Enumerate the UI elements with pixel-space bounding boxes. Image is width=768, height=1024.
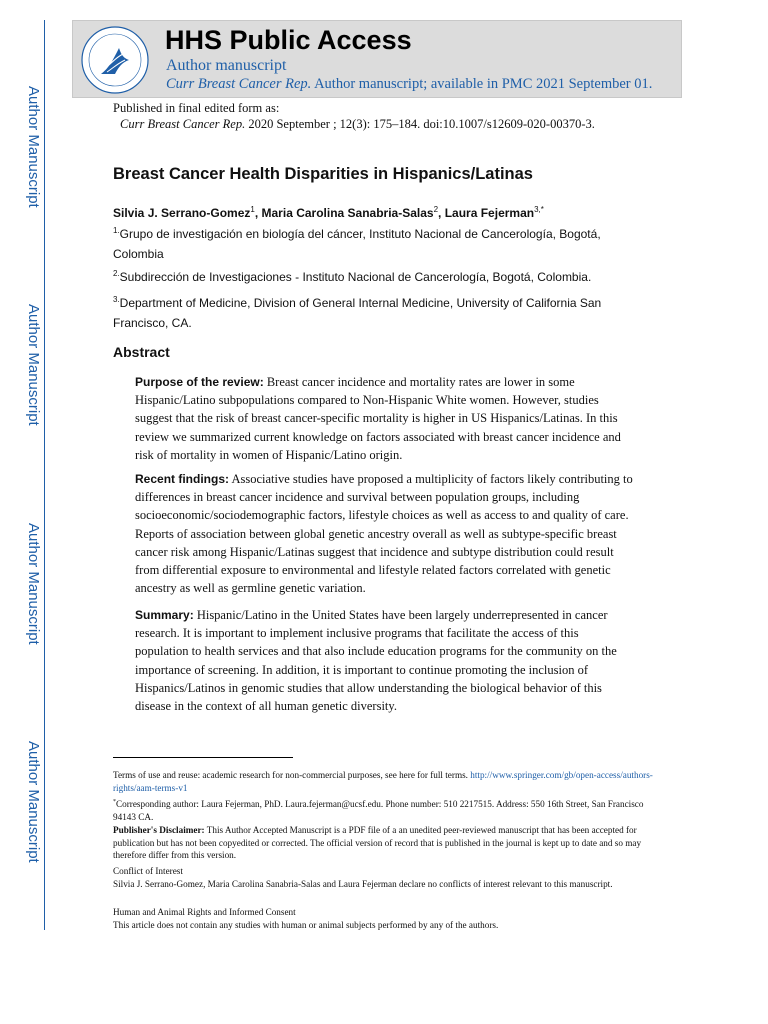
affiliation [113, 221, 633, 264]
author-affil-sup: 3,* [534, 205, 544, 214]
side-label-author-manuscript: Author Manuscript [25, 741, 42, 863]
affiliation-text: Department of Medicine, Division of General Internal Medicine, University of California San Francisco, CA. [113, 296, 602, 330]
har-title: Human and Animal Rights and Informed Consent [113, 907, 296, 917]
abstract-findings [135, 470, 635, 597]
margin-rule [44, 20, 45, 930]
terms-footnote [113, 769, 658, 794]
citation-journal: Curr Breast Cancer Rep. [120, 117, 246, 131]
disclaimer-label: Publisher's Disclaimer: [113, 825, 205, 835]
coi-text: Silvia J. Serrano-Gomez, Maria Carolina Sanabria-Salas and Laura Fejerman declare no conflicts of interest relevant to this manuscript. [113, 879, 613, 889]
published-label: Published in final edited form as: [113, 101, 280, 115]
availability-text: Author manuscript; available in PMC 2021 September 01. [311, 76, 653, 92]
affiliation-text: Subdirección de Investigaciones - Instituto Nacional de Cancerología, Bogotá, Colombia. [119, 270, 592, 284]
section-text: Associative studies have proposed a multiplicity of factors likely contributing to differences in breast cancer incidence and survival between population groups, including socioeconomic/sociodemographic factors, lifestyle choices as well as access to and quality of care. Reports of association between global genetic ancestry overall as well as subtype-specific breast cancer risk among Hispanic/Latinas suggest that incidence and subtype distribution could result from differential exposure to environmental and lifestyle related factors correlated with genetic ancestry as well as germline genetic variation. [135, 472, 633, 596]
citation-details: 2020 September ; 12(3): 175–184. doi:10.1007/s12609-020-00370-3. [245, 117, 595, 131]
abstract-heading: Abstract [113, 344, 170, 360]
corresponding-text: Corresponding author: Laura Fejerman, PhD. Laura.fejerman@ucsf.edu. Phone number: 510 2217515. Address: 550 16th Street, San Francisco 94143 CA. [113, 799, 644, 822]
author-separator: , [254, 206, 262, 220]
affiliation-number: 1. [113, 226, 120, 235]
hhs-header [72, 20, 682, 98]
header-subtitle: Author manuscript [166, 57, 287, 74]
author-list [113, 205, 544, 220]
author-affil-sup: 1 [250, 205, 255, 214]
section-text: Hispanic/Latino in the United States have been largely underrepresented in cancer research. It is important to implement inclusive programs that facilitate the access of this population to health services and that also include education programs for the community on the importance of screening. In addition, it is important to continue promoting the inclusion of Hispanics/Latinos in genomic studies that allow understanding the biological behavior of this disease in the context of all human genetic diversity. [135, 608, 617, 714]
article-title: Breast Cancer Health Disparities in Hispanics/Latinas [113, 165, 533, 183]
abstract-summary [135, 606, 635, 715]
availability-line [166, 76, 652, 93]
section-label: Recent findings: [135, 472, 230, 486]
affiliation [113, 264, 633, 287]
page-title: HHS Public Access [165, 25, 412, 55]
author-name: Silvia J. Serrano-Gomez [113, 206, 251, 220]
side-label-author-manuscript: Author Manuscript [25, 86, 42, 208]
author-affil-sup: 2 [433, 205, 439, 214]
affiliation-text: Grupo de investigación en biología del cáncer, Instituto Nacional de Cancerología, Bogotá, Colombia [113, 227, 601, 261]
terms-link[interactable]: http://www.springer.com/gb/open-access/authors-rights/aam-terms-v1 [113, 770, 653, 793]
publication-citation [120, 117, 595, 132]
author-separator: , [438, 206, 445, 220]
disclaimer-footnote [113, 824, 658, 862]
section-label: Purpose of the review: [135, 375, 264, 389]
journal-name: Curr Breast Cancer Rep. [166, 76, 312, 92]
affiliation [113, 290, 633, 333]
terms-text: Terms of use and reuse: academic research for non-commercial purposes, see here for full terms. [113, 770, 471, 780]
side-label-author-manuscript: Author Manuscript [25, 523, 42, 645]
coi-title: Conflict of Interest [113, 866, 183, 876]
author-name: Maria Carolina Sanabria-Salas [261, 206, 434, 220]
side-label-author-manuscript: Author Manuscript [25, 304, 42, 426]
hhs-seal-icon [79, 24, 151, 96]
footnote-divider [113, 757, 293, 758]
section-text: Breast cancer incidence and mortality rates are lower in some Hispanic/Latino subpopulations compared to Non-Hispanic White women. However, studies suggest that the risk of breast cancer-specific mortality is higher in US Hispanics/Latinas. In this review we summarized current knowledge on factors associated with breast cancer incidence and risk of mortality in women of Hispanic/Latino origin. [135, 375, 621, 462]
affiliation-number: 3. [113, 295, 120, 304]
corresponding-marker: * [113, 799, 116, 805]
affiliation-number: 2. [113, 269, 120, 278]
abstract-purpose [135, 373, 635, 464]
disclaimer-text: This Author Accepted Manuscript is a PDF file of a an unedited peer-reviewed manuscript that has been accepted for publication but has not been copyedited or corrected. The official version of record that is published in the journal is kept up to date and so may therefore differ from this version. [113, 825, 642, 861]
corresponding-footnote [113, 796, 658, 823]
author-name: Laura Fejerman [444, 206, 535, 220]
har-text: This article does not contain any studies with human or animal subjects performed by any of the authors. [113, 920, 499, 930]
section-label: Summary: [135, 608, 194, 622]
